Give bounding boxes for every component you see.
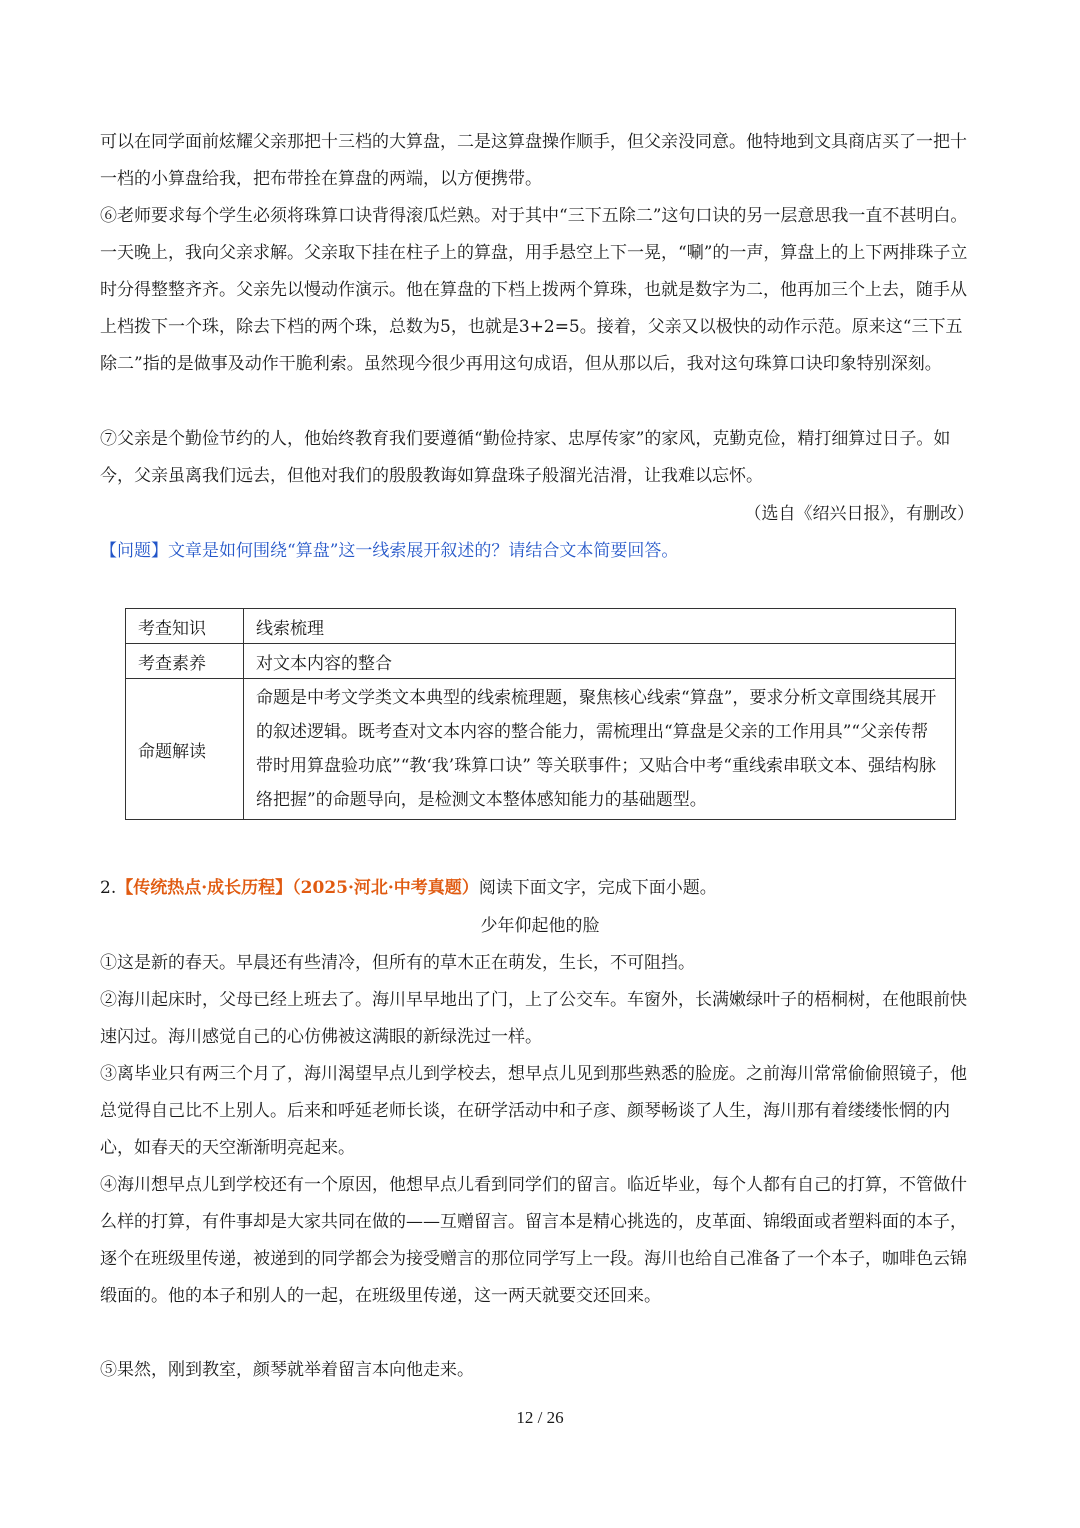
question-tag: 【传统热点·成长历程】 — [116, 878, 293, 898]
table-row — [126, 609, 956, 644]
question-2-header — [100, 870, 717, 907]
question-number: 2. — [100, 878, 117, 898]
table-key: 命题解读 — [126, 679, 244, 820]
question-prompt: 【问题】文章是如何围绕“算盘”这一线索展开叙述的？请结合文本简要回答。 — [100, 541, 679, 561]
table-value: 命题是中考文学类文本典型的线索梳理题，聚焦核心线索“算盘”，要求分析文章围绕其展开的叙述逻辑。既考查对文本内容的整合能力，需梳理出“算盘是父亲的工作用具”“父亲传帮带时用算盘验功底”“教‘我’珠算口诀” 等关联事件；又贴合中考“重线索串联文本、强结构脉络把握”的命题导向，是检测文本整体感知能力的基础题型。 — [244, 679, 956, 820]
story-paragraph-2: ②海川起床时，父母已经上班去了。海川早早地出了门，上了公交车。车窗外，长满嫩绿叶子的梧桐树，在他眼前快速闪过。海川感觉自己的心仿佛被这满眼的新绿洗过一样。 — [100, 990, 967, 1047]
table-row — [126, 679, 956, 820]
table-key: 考查知识 — [126, 609, 244, 644]
question-instruction: 阅读下面文字，完成下面小题。 — [478, 878, 717, 898]
story-paragraph-4: ④海川想早点儿到学校还有一个原因，他想早点儿看到同学们的留言。临近毕业，每个人都有自己的打算，不管做什么样的打算，有件事却是大家共同在做的——互赠留言。留言本是精心挑选的，皮革面、锦缎面或者塑料面的本子，逐个在班级里传递，被递到的同学都会为接受赠言的那位同学写上一段。海川也给自己准备了一个本子，咖啡色云锦缎面的。他的本子和别人的一起，在班级里传递，这一两天就要交还回来。 — [100, 1175, 967, 1306]
question-source: （2025·河北·中考真题） — [292, 878, 479, 898]
article-paragraph-7: ⑦父亲是个勤俭节约的人，他始终教育我们要遵循“勤俭持家、忠厚传家”的家风，克勤克俭，精打细算过日子。如今，父亲虽离我们远去，但他对我们的殷殷教诲如算盘珠子般溜光洁滑，让我难以忘怀。 — [100, 429, 951, 486]
story-paragraph-1: ①这是新的春天。早晨还有些清冷，但所有的草木正在萌发，生长，不可阻挡。 — [100, 953, 695, 973]
story-paragraph-5: ⑤果然，刚到教室，颜琴就举着留言本向他走来。 — [100, 1360, 474, 1380]
article-paragraph-6: ⑥老师要求每个学生必须将珠算口诀背得滚瓜烂熟。对于其中“三下五除二”这句口诀的另一层意思我一直不甚明白。一天晚上，我向父亲求解。父亲取下挂在柱子上的算盘，用手悬空上下一晃，“唰”的一声，算盘上的上下两排珠子立时分得整整齐齐。父亲先以慢动作演示。他在算盘的下档上拨两个算珠，也就是数字为二，他再加三个上去，随手从上档拨下一个珠，除去下档的两个珠，总数为5，也就是3+2=5。接着，父亲又以极快的动作示范。原来这“三下五除二”指的是做事及动作干脆利索。虽然现今很少再用这句成语，但从那以后，我对这句珠算口诀印象特别深刻。 — [100, 206, 968, 374]
table-value: 对文本内容的整合 — [244, 644, 956, 679]
story-paragraph-3: ③离毕业只有两三个月了，海川渴望早点儿到学校去，想早点儿见到那些熟悉的脸庞。之前海川常常偷偷照镜子，他总觉得自己比不上别人。后来和呼延老师长谈，在研学活动中和子彦、颜琴畅谈了人生，海川那有着缕缕怅惘的内心，如春天的天空渐渐明亮起来。 — [100, 1064, 967, 1158]
analysis-table — [125, 608, 956, 820]
table-value: 线索梳理 — [244, 609, 956, 644]
page-number: 12 / 26 — [516, 1408, 564, 1427]
table-key: 考查素养 — [126, 644, 244, 679]
story-title: 少年仰起他的脸 — [480, 916, 600, 936]
table-row — [126, 644, 956, 679]
article-paragraph-5-continued: 可以在同学面前炫耀父亲那把十三档的大算盘，二是这算盘操作顺手，但父亲没同意。他特地到文具商店买了一把十一档的小算盘给我，把布带拴在算盘的两端，以方便携带。 — [100, 132, 967, 189]
article-source: （选自《绍兴日报》，有删改） — [744, 504, 974, 524]
